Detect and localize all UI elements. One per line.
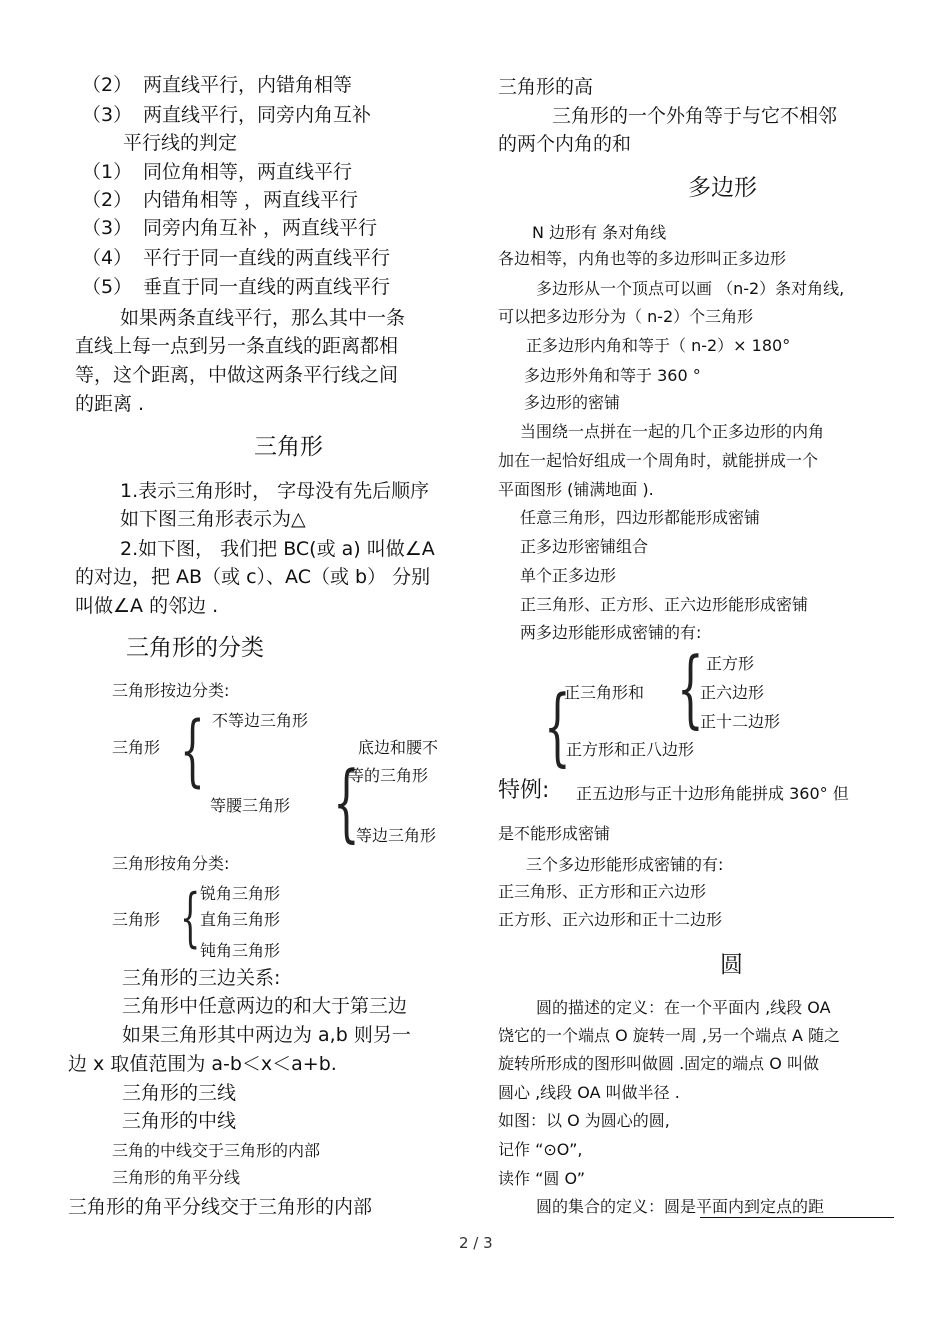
tri-with-label: 正三角形和 [564, 683, 645, 702]
judge-3-num: （3） [82, 217, 133, 239]
exterior-sum: 多边形外角和等于 360 ° [524, 366, 701, 385]
left-brace-icon: { [544, 677, 571, 775]
by-side-root: 三角形 [112, 738, 161, 757]
prop-3-num: （3） [82, 104, 133, 126]
bisector-note: 三角形的角平分线交于三角形的内部 [68, 1196, 373, 1218]
tri-p2-b: 的对边，把 AB（或 c）、AC（或 b） 分别 [75, 566, 431, 588]
obtuse-label: 钝角三角形 [200, 941, 281, 960]
vertex-line-a: 多边形从一个顶点可以画 （n-2）条对角线, [536, 279, 845, 298]
square-octagon-label: 正方形和正八边形 [566, 740, 695, 759]
circle-line-b: 饶它的一个端点 O 旋转一周 ,另一个端点 A 随之 [498, 1026, 841, 1045]
base-leg-line-1: 底边和腰不 [358, 738, 439, 757]
judge-5-num: （5） [82, 276, 133, 298]
judge-1-text: 同位角相等，两直线平行 [143, 161, 353, 183]
median-title: 三角形的中线 [122, 1110, 237, 1132]
classification-heading: 三角形的分类 [126, 635, 264, 661]
three-lines-title: 三角形的三线 [122, 1082, 237, 1104]
n-diagonals: N 边形有 条对角线 [532, 223, 667, 242]
regular-combo: 正多边形密铺组合 [520, 537, 649, 556]
left-brace-icon: { [333, 753, 360, 851]
equilateral-label: 等边三角形 [356, 826, 437, 845]
dodecagon-label: 正十二边形 [700, 712, 781, 731]
base-leg-line-2: 等的三角形 [348, 766, 429, 785]
any-tri-quad: 任意三角形，四边形都能形成密铺 [520, 508, 761, 527]
judge-4-num: （4） [82, 247, 133, 269]
tiling-def-c: 平面图形 (铺满地面 ). [498, 480, 654, 499]
square-label: 正方形 [706, 654, 755, 673]
acute-label: 锐角三角形 [200, 884, 281, 903]
judge-5-text: 垂直于同一直线的两直线平行 [143, 276, 391, 298]
left-brace-icon: { [180, 881, 201, 955]
exterior-line-a: 三角形的一个外角等于与它不相邻 [552, 105, 838, 127]
judge-2-num: （2） [82, 189, 133, 211]
special-text: 正五边形与正十边形角能拼成 360° 但 [576, 784, 849, 803]
prop-2-text: 两直线平行，内错角相等 [143, 74, 353, 96]
distance-line-4: 的距离 . [75, 393, 145, 415]
circle-line-e: 如图：以 O 为圆心的圆, [498, 1111, 670, 1130]
circle-line-c: 旋转所形成的图形叫做圆 .固定的端点 O 叫做 [498, 1054, 819, 1073]
triangle-heading: 三角形 [254, 434, 323, 460]
prop-2-num: （2） [82, 74, 133, 96]
tri-p2-c: 叫做∠A 的邻边 . [75, 595, 219, 617]
judge-title: 平行线的判定 [123, 132, 238, 154]
exterior-line-b: 的两个内角的和 [498, 133, 632, 155]
by-side-title: 三角形按边分类: [112, 681, 230, 700]
left-brace-icon: { [677, 639, 704, 737]
three-polys-title: 三个多边形能形成密铺的有: [526, 855, 724, 874]
special-label: 特例: [498, 778, 550, 803]
judge-3-text: 同旁内角互补 ，两直线平行 [143, 217, 378, 239]
three-sides-rule: 三角形中任意两边的和大于第三边 [122, 995, 408, 1017]
bisector-title: 三角形的角平分线 [112, 1168, 241, 1187]
circle-line-a: 圆的描述的定义：在一个平面内 ,线段 OA [536, 998, 831, 1017]
circle-line-f: 记作 “⊙O”, [498, 1140, 583, 1159]
page-number: 2 / 3 [459, 1234, 493, 1252]
single-list: 正三角形、正方形、正六边形能形成密铺 [520, 595, 809, 614]
circle-line-d: 圆心 ,线段 OA 叫做半径 . [498, 1083, 680, 1102]
prop-3-text: 两直线平行，同旁内角互补 [143, 104, 372, 126]
tiling-def-a: 当围绕一点拼在一起的几个正多边形的内角 [520, 422, 825, 441]
median-note: 三角的中线交于三角形的内部 [112, 1141, 321, 1160]
tri-p2-a: 2.如下图， 我们把 BC(或 a) 叫做∠A [120, 538, 435, 560]
left-brace-icon: { [180, 706, 205, 796]
by-angle-root: 三角形 [112, 910, 161, 929]
hexagon-label: 正六边形 [700, 683, 765, 702]
distance-line-1: 如果两条直线平行，那么其中一条 [120, 307, 406, 329]
three-polys-a: 正三角形、正方形和正六边形 [498, 882, 707, 901]
by-angle-title: 三角形按角分类: [112, 854, 230, 873]
right-angle-label: 直角三角形 [200, 910, 281, 929]
polygon-heading: 多边形 [688, 175, 757, 201]
two-polys-title: 两多边形能形成密铺的有: [520, 623, 702, 642]
vertex-line-b: 可以把多边形分为（ n-2）个三角形 [498, 307, 754, 326]
distance-line-2: 直线上每一点到另一条直线的距离都相 [75, 335, 399, 357]
altitude-title: 三角形的高 [498, 76, 594, 98]
interior-sum: 正多边形内角和等于（ n-2）× 180° [526, 336, 791, 355]
judge-1-num: （1） [82, 161, 133, 183]
underline [700, 1217, 894, 1218]
tiling-title: 多边形的密铺 [524, 393, 621, 412]
range-line-b: 边 x 取值范围为 a-b＜x＜a+b. [68, 1053, 337, 1075]
judge-4-text: 平行于同一直线的两直线平行 [143, 247, 391, 269]
special-text-b: 是不能形成密铺 [498, 824, 611, 843]
three-sides-title: 三角形的三边关系: [122, 967, 281, 989]
regular-def: 各边相等，内角也等的多边形叫正多边形 [498, 249, 787, 268]
three-polys-b: 正方形、正六边形和正十二边形 [498, 910, 723, 929]
isosceles-label: 等腰三角形 [210, 796, 291, 815]
tri-p1-b: 如下图三角形表示为△ [120, 508, 306, 530]
tri-p1-a: 1.表示三角形时， 字母没有先后顺序 [120, 480, 430, 502]
single-regular: 单个正多边形 [520, 566, 617, 585]
range-line-a: 如果三角形其中两边为 a,b 则另一 [122, 1024, 411, 1046]
scalene-label: 不等边三角形 [212, 711, 309, 730]
circle-heading: 圆 [720, 952, 743, 978]
circle-set-def: 圆的集合的定义：圆是平面内到定点的距 [536, 1197, 825, 1216]
tiling-def-b: 加在一起恰好组成一个周角时，就能拼成一个 [498, 451, 819, 470]
judge-2-text: 内错角相等 ，两直线平行 [143, 189, 359, 211]
circle-line-g: 读作 “圆 O” [498, 1169, 586, 1188]
distance-line-3: 等，这个距离，中做这两条平行线之间 [75, 364, 399, 386]
